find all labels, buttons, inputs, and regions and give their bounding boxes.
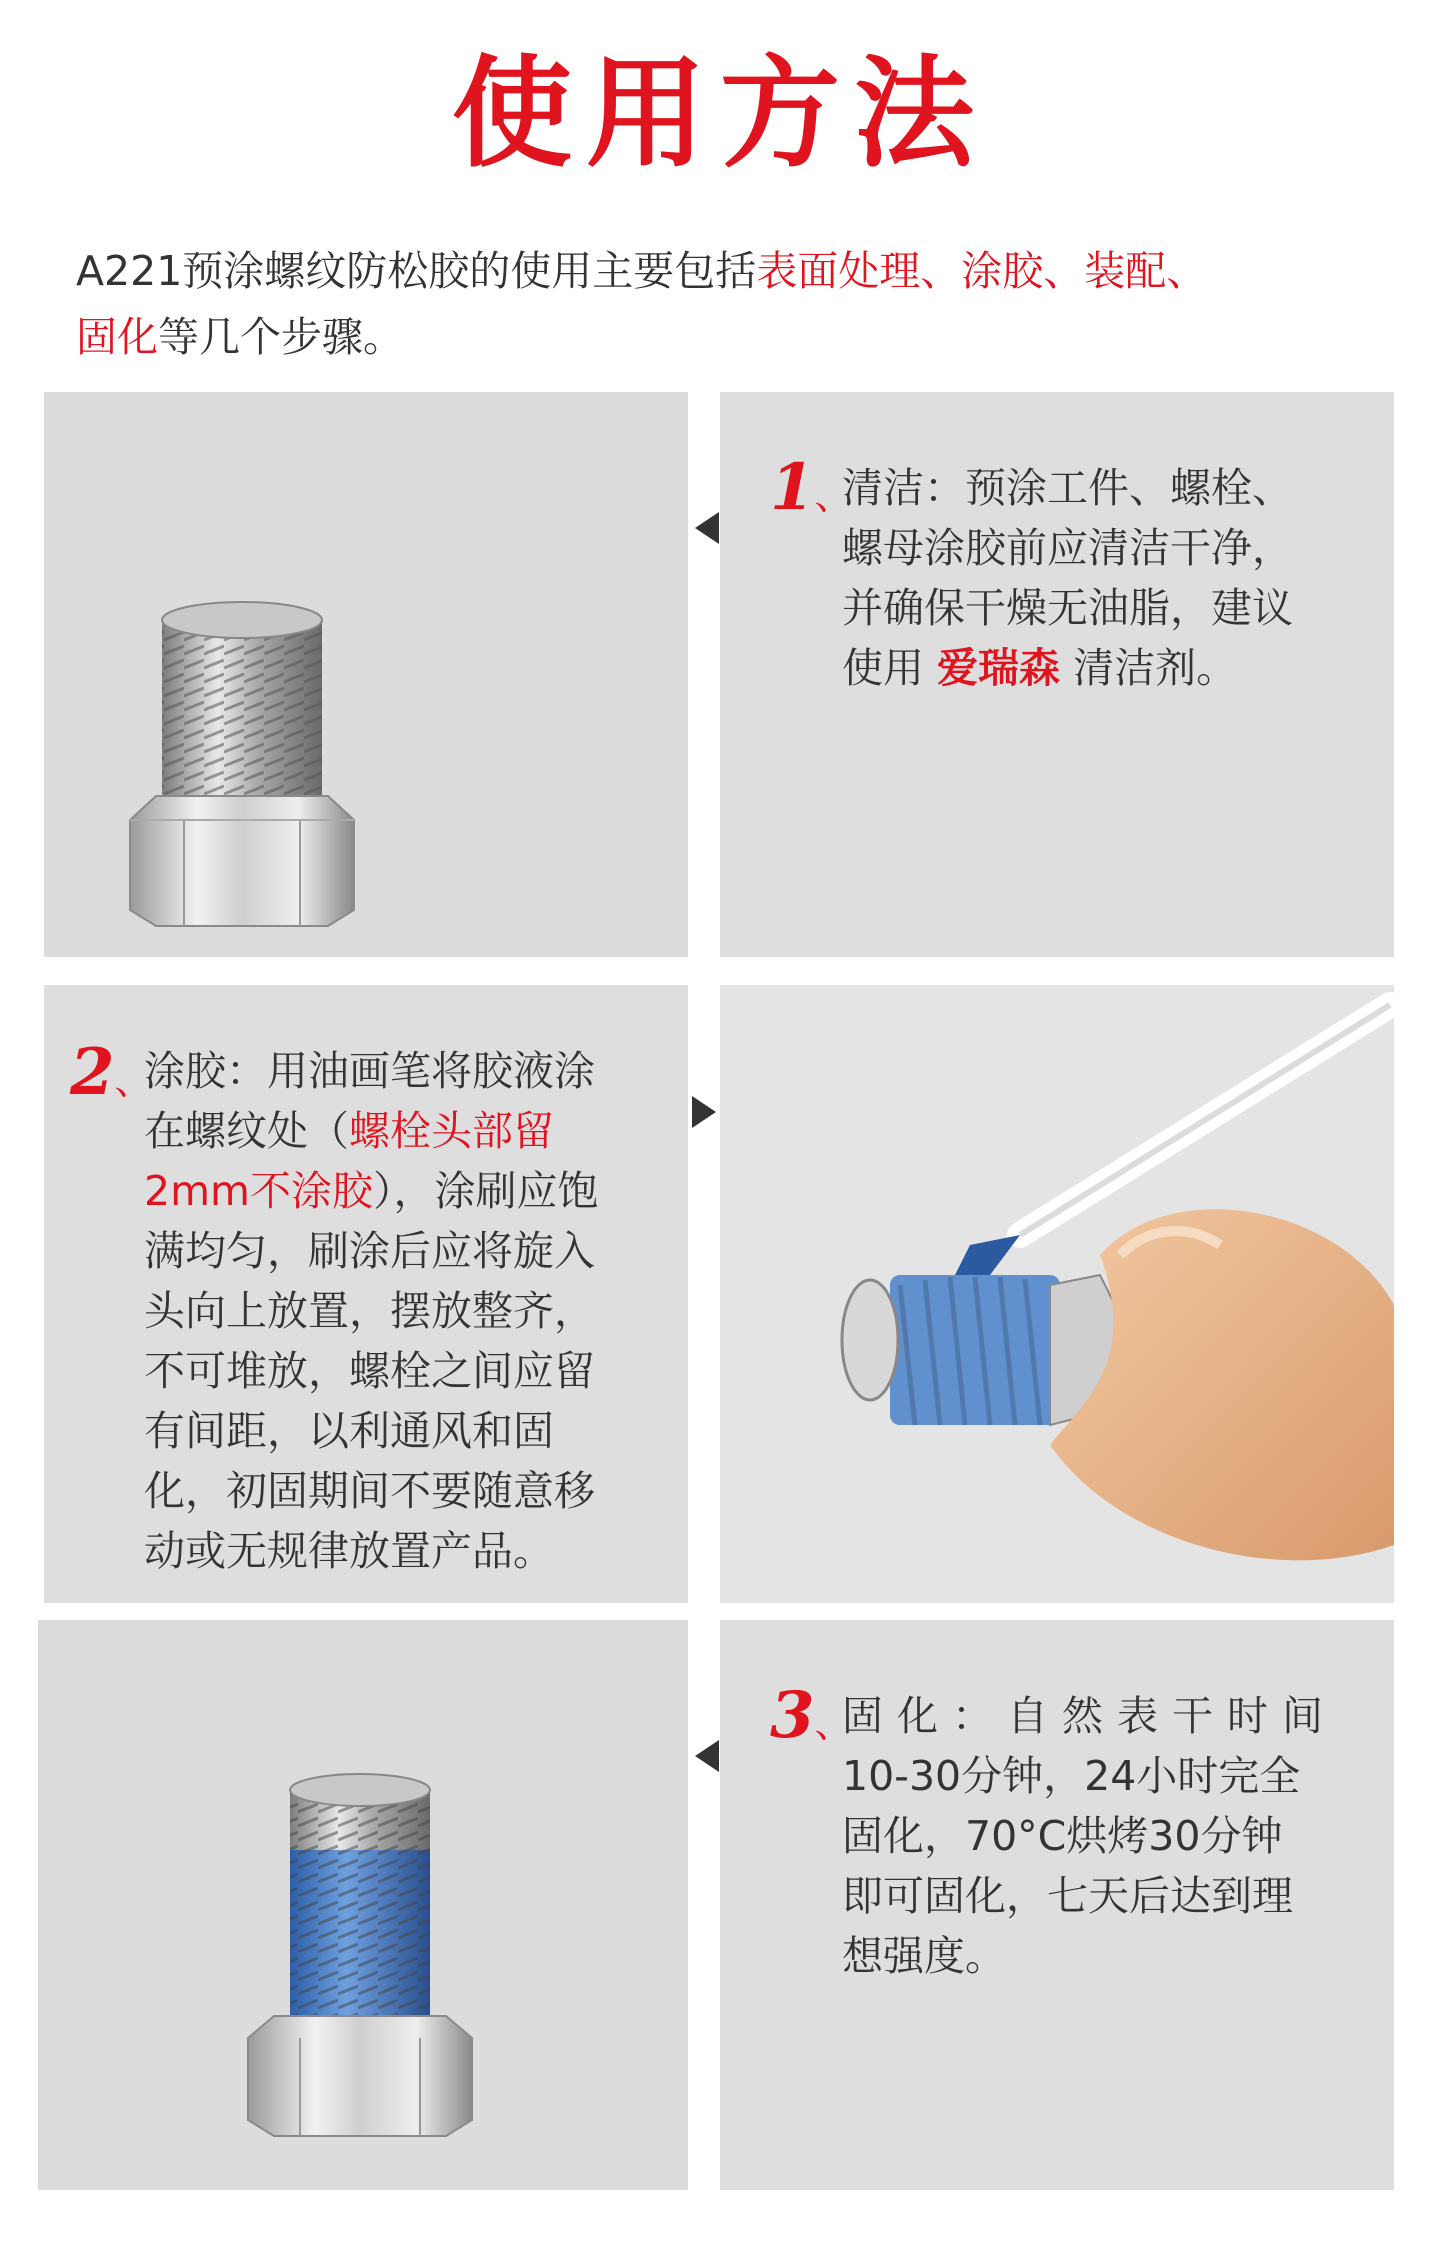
intro-text [76, 238, 1366, 370]
step2-description: 涂胶：用油画笔将胶液涂 在螺纹处（螺栓头部留 2mm不涂胶），涂刷应饱 满均匀，刷涂后应将旋入 头向上放置，摆放整齐， 不可堆放，螺栓之间应留 有间距，以利通风和固 化，初固期间不要随意移 动或无规律放置产品。 [144, 1047, 599, 1575]
step2-text-panel [44, 985, 688, 1603]
step1-pointer [695, 512, 719, 544]
step2-image-panel [720, 985, 1394, 1603]
step2-number: 2 、 [70, 1041, 153, 1113]
step3-pointer [695, 1740, 719, 1772]
step1-text-panel [720, 392, 1394, 957]
step2-pointer [692, 1096, 716, 1128]
brush-glue-icon [720, 985, 1394, 1603]
step1-description: 清洁：预涂工件、螺栓、 螺母涂胶前应清洁干净， 并确保干燥无油脂，建议 使用 爱瑞森 清洁剂。 [842, 464, 1293, 692]
step3-number: 3 、 [770, 1684, 853, 1756]
intro-prefix: A221预涂螺纹防松胶的使用主要包括 [76, 247, 757, 295]
cleaner-brand: 爱瑞森 [937, 644, 1061, 692]
coated-bolt-icon [38, 1620, 688, 2190]
page-title: 使用方法 [452, 45, 988, 184]
intro-highlight-curing: 固化 [76, 313, 158, 361]
step3-image-panel [38, 1620, 688, 2190]
intro-highlight-steps: 表面处理、涂胶、装配、 [756, 247, 1208, 295]
hex-bolt-icon [44, 392, 688, 957]
step1-image-panel [44, 392, 688, 957]
step3-text-panel [720, 1620, 1394, 2190]
step1-number: 1 、 [770, 456, 853, 528]
step3-description: 固化：自然表干时间 10-30分钟，24小时完全 固化，70°C烘烤30分钟 即可固化，七天后达到理 想强度。 [842, 1692, 1337, 1980]
intro-suffix: 等几个步骤。 [158, 313, 404, 361]
